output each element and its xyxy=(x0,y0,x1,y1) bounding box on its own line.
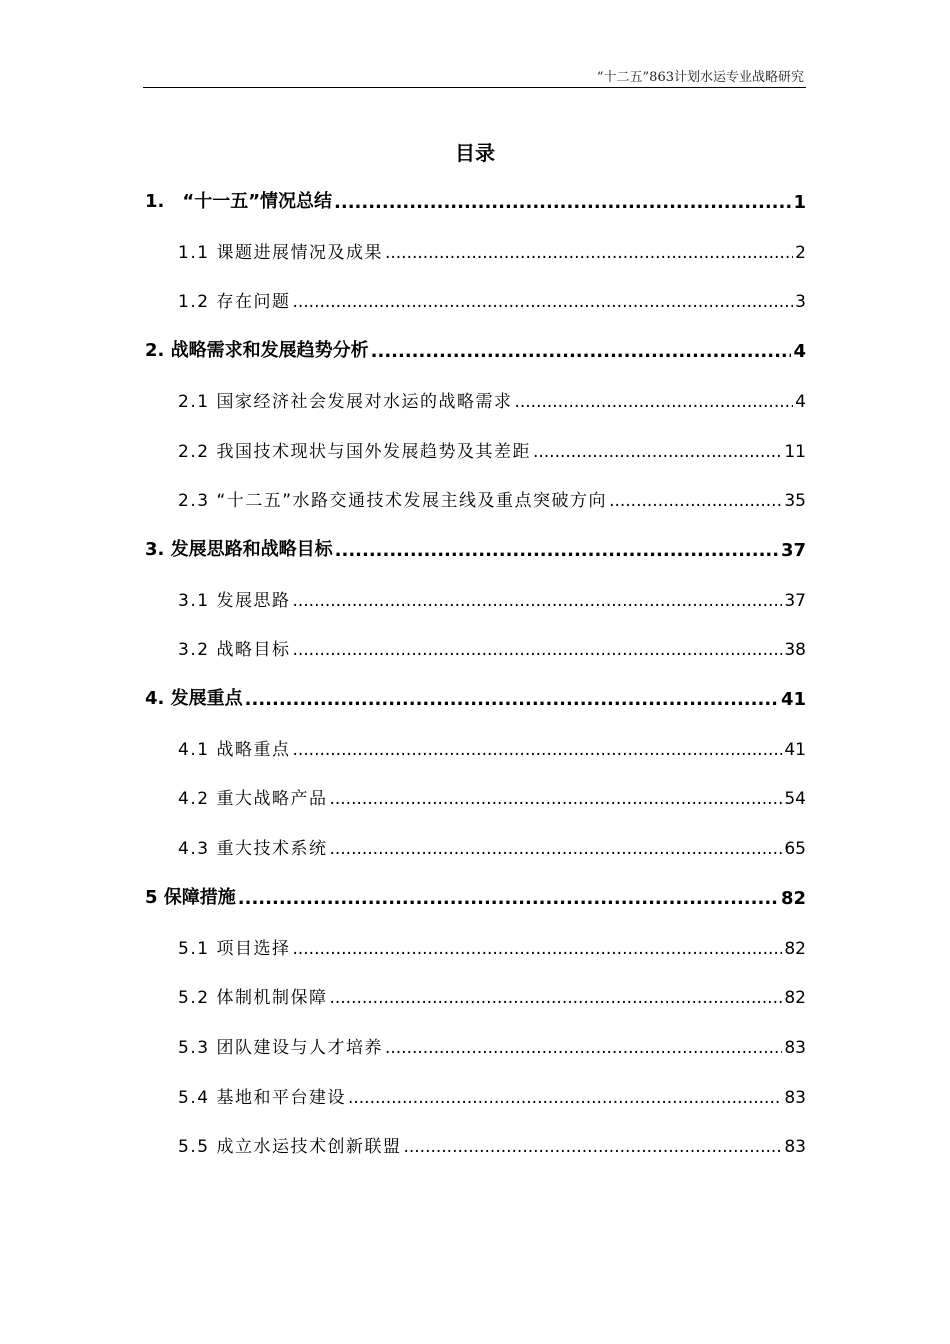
toc-entry-chapter[interactable] xyxy=(145,535,806,561)
toc-entry-section[interactable] xyxy=(178,933,806,959)
toc-entry-section[interactable] xyxy=(178,1082,806,1108)
toc-entry-label: 4.2 重大战略产品 xyxy=(178,789,328,810)
toc-title: 目录 xyxy=(455,141,495,165)
toc-entry-label: 3.2 战略目标 xyxy=(178,640,291,661)
toc-dot-leader xyxy=(329,789,782,809)
toc-entry-chapter[interactable] xyxy=(145,684,806,710)
toc-entry-section[interactable] xyxy=(178,833,806,859)
toc-entry-label: 5.4 基地和平台建设 xyxy=(178,1087,346,1108)
toc-entry-chapter[interactable] xyxy=(145,883,806,909)
toc-page-number: 83 xyxy=(784,1137,806,1158)
toc-entry-section[interactable] xyxy=(178,286,806,312)
toc-page-number: 2 xyxy=(795,242,806,263)
toc-page-number: 38 xyxy=(784,640,806,661)
toc-entry-section[interactable] xyxy=(178,634,806,660)
toc-dot-leader xyxy=(238,888,779,909)
toc-dot-leader xyxy=(514,392,793,412)
toc-dot-leader xyxy=(334,192,791,213)
toc-entry-label: 3. 发展思路和战略目标 xyxy=(145,538,333,560)
toc-page-number: 83 xyxy=(784,1087,806,1108)
toc-entry-section[interactable] xyxy=(178,436,806,462)
toc-entry-label: 3.1 发展思路 xyxy=(178,590,291,611)
running-header: “十二五”863计划水运专业战略研究 xyxy=(596,70,804,85)
toc-entry-chapter[interactable] xyxy=(145,336,806,362)
toc-entry-section[interactable] xyxy=(178,982,806,1008)
toc-entry-label: 2.3 “十二五”水路交通技术发展主线及重点突破方向 xyxy=(178,491,608,512)
toc-page-number: 35 xyxy=(784,491,806,512)
toc-entry-chapter[interactable] xyxy=(145,187,806,213)
toc-page-number: 54 xyxy=(784,789,806,810)
toc-page-number: 82 xyxy=(784,938,806,959)
toc-entry-label: 4.1 战略重点 xyxy=(178,739,291,760)
toc-dot-leader xyxy=(329,839,782,859)
toc-entry-label: 5.1 项目选择 xyxy=(178,938,291,959)
toc-entry-section[interactable] xyxy=(178,734,806,760)
toc-page-number: 1 xyxy=(793,192,806,213)
toc-dot-leader xyxy=(335,540,779,561)
header-rule xyxy=(143,87,806,88)
toc-entry-section[interactable] xyxy=(178,1032,806,1058)
toc-entry-section[interactable] xyxy=(178,237,806,263)
toc-entry-label: 2.2 我国技术现状与国外发展趋势及其差距 xyxy=(178,441,531,462)
toc-page-number: 82 xyxy=(780,887,806,909)
toc-entry-label: 4.3 重大技术系统 xyxy=(178,839,328,860)
toc-entry-section[interactable] xyxy=(178,485,806,511)
toc-entry-section[interactable] xyxy=(178,585,806,611)
toc-page-number: 41 xyxy=(784,739,806,760)
toc-dot-leader xyxy=(609,491,782,511)
toc-entry-label: 1.1 课题进展情况及成果 xyxy=(178,242,383,263)
toc-entry-label: 5.2 体制机制保障 xyxy=(178,988,328,1009)
toc-entry-section[interactable] xyxy=(178,386,806,412)
toc-dot-leader xyxy=(292,740,782,760)
toc-page-number: 37 xyxy=(784,590,806,611)
toc-page-number: 37 xyxy=(780,539,806,561)
toc-entry-label: 1. “十一五”情况总结 xyxy=(145,191,333,212)
toc-entry-label: 4. 发展重点 xyxy=(145,688,243,709)
toc-entry-label: 5.3 团队建设与人才培养 xyxy=(178,1037,383,1058)
toc-entry-label: 2. 战略需求和发展趋势分析 xyxy=(145,340,369,362)
toc-entry-section[interactable] xyxy=(178,1131,806,1157)
toc-page-number: 4 xyxy=(793,341,806,363)
toc-page-number: 65 xyxy=(784,839,806,860)
toc-dot-leader xyxy=(371,341,792,362)
toc-entry-label: 5 保障措施 xyxy=(145,886,236,908)
toc-dot-leader xyxy=(385,1038,782,1058)
toc-dot-leader xyxy=(403,1137,782,1157)
toc-page-number: 3 xyxy=(795,292,806,313)
toc-dot-leader xyxy=(348,1088,782,1108)
toc-dot-leader xyxy=(292,640,782,660)
toc-entry-label: 2.1 国家经济社会发展对水运的战略需求 xyxy=(178,391,513,412)
toc-dot-leader xyxy=(292,939,782,959)
toc-entry-label: 5.5 成立水运技术创新联盟 xyxy=(178,1137,402,1158)
toc-dot-leader xyxy=(533,442,782,462)
toc-dot-leader xyxy=(292,591,782,611)
toc-entry-section[interactable] xyxy=(178,783,806,809)
toc-page-number: 41 xyxy=(780,689,806,710)
toc-page-number: 11 xyxy=(784,441,806,462)
toc-dot-leader xyxy=(292,292,793,312)
toc-dot-leader xyxy=(245,689,779,710)
toc-page-number: 83 xyxy=(784,1037,806,1058)
toc-page-number: 4 xyxy=(795,391,806,412)
toc-page-number: 82 xyxy=(784,988,806,1009)
toc-dot-leader xyxy=(329,988,782,1008)
toc-entry-label: 1.2 存在问题 xyxy=(178,292,291,313)
toc-dot-leader xyxy=(385,243,793,263)
